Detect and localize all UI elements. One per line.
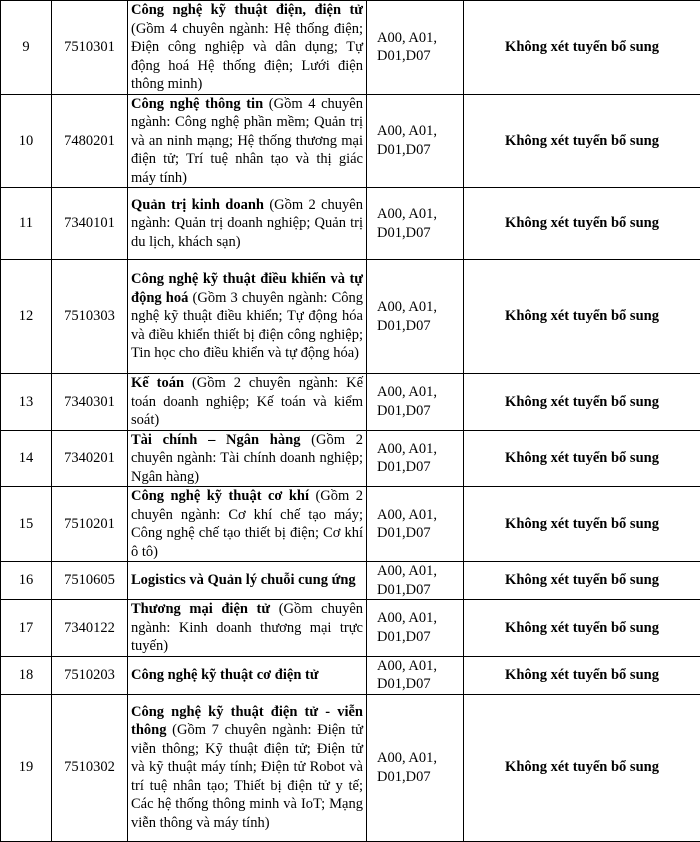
admission-status: Không xét tuyển bổ sung: [464, 562, 700, 600]
major-title: Công nghệ kỹ thuật cơ điện tử: [131, 667, 319, 683]
major-specializations: (Gồm 2 chuyên ngành: Kế toán doanh nghiệp; Kế toán và kiểm soát): [131, 375, 363, 428]
major-code: 7510301: [52, 1, 128, 95]
row-number: 18: [1, 656, 52, 694]
admission-status: Không xét tuyển bổ sung: [464, 694, 700, 841]
row-number: 14: [1, 430, 52, 487]
row-number: 12: [1, 260, 52, 374]
table-row: [1, 487, 700, 562]
subject-combinations: A00, A01, D01,D07: [367, 94, 464, 188]
table-row: [1, 94, 700, 188]
table-body: [1, 1, 700, 842]
major-title: Logistics và Quản lý chuỗi cung ứng: [131, 572, 356, 588]
subject-combinations: A00, A01, D01,D07: [367, 1, 464, 95]
table-row: [1, 260, 700, 374]
table-row: [1, 188, 700, 260]
admission-status: Không xét tuyển bổ sung: [464, 430, 700, 487]
major-title: Thương mại điện tử: [131, 601, 270, 617]
major-name: [128, 94, 367, 188]
table-row: [1, 374, 700, 431]
major-specializations: (Gồm 4 chuyên ngành: Công nghệ phần mềm; Quản trị và an ninh mạng; Hệ thống thương mại điện tử; Trí tuệ nhân tạo và thị giác máy tính): [131, 96, 363, 186]
row-number: 19: [1, 694, 52, 841]
admission-status: Không xét tuyển bổ sung: [464, 487, 700, 562]
table-row: [1, 1, 700, 95]
table-row: [1, 430, 700, 487]
major-specializations: (Gồm 4 chuyên ngành: Hệ thống điện; Điện công nghiệp và dân dụng; Tự động hoá Hệ thống điện; Lưới điện thông minh): [131, 21, 363, 93]
major-specializations: (Gồm 2 chuyên ngành: Quản trị doanh nghiệp; Quản trị du lịch, khách sạn): [131, 197, 363, 250]
subject-combinations: A00, A01, D01,D07: [367, 430, 464, 487]
subject-combinations: A00, A01, D01,D07: [367, 562, 464, 600]
major-name: [128, 374, 367, 431]
major-name: [128, 487, 367, 562]
major-specializations: (Gồm chuyên ngành: Kinh doanh thương mại trực tuyến): [131, 601, 363, 654]
row-number: 16: [1, 562, 52, 600]
major-title: Công nghệ kỹ thuật điều khiển và tự động hoá: [131, 271, 363, 306]
major-code: 7510605: [52, 562, 128, 600]
major-code: 7510203: [52, 656, 128, 694]
row-number: 13: [1, 374, 52, 431]
admission-status: Không xét tuyển bổ sung: [464, 656, 700, 694]
admission-status: Không xét tuyển bổ sung: [464, 260, 700, 374]
admission-status: Không xét tuyển bổ sung: [464, 1, 700, 95]
major-name: [128, 656, 367, 694]
row-number: 9: [1, 1, 52, 95]
major-name: [128, 188, 367, 260]
major-code: 7510201: [52, 487, 128, 562]
major-name: [128, 600, 367, 657]
major-code: 7340101: [52, 188, 128, 260]
admission-status: Không xét tuyển bổ sung: [464, 374, 700, 431]
table-row: [1, 562, 700, 600]
major-title: Quản trị kinh doanh: [131, 197, 264, 213]
subject-combinations: A00, A01, D01,D07: [367, 260, 464, 374]
major-name: [128, 1, 367, 95]
major-specializations: (Gồm 7 chuyên ngành: Điện tử viễn thông; Kỹ thuật điện tử; Điện tử và kỹ thuật máy tính; Điện tử Robot và trí tuệ nhân tạo; Thiết bị điện tử y tế; Các hệ thống thông minh và IoT; Mạng viễn thông và máy tính): [131, 722, 363, 831]
major-code: 7340122: [52, 600, 128, 657]
subject-combinations: A00, A01, D01,D07: [367, 188, 464, 260]
table-row: [1, 600, 700, 657]
admission-status: Không xét tuyển bổ sung: [464, 600, 700, 657]
major-title: Công nghệ kỹ thuật điện, điện tử: [131, 2, 363, 18]
major-name: [128, 260, 367, 374]
major-specializations: (Gồm 2 chuyên ngành: Cơ khí chế tạo máy; Công nghệ chế tạo thiết bị điện; Cơ khí ô tô): [131, 488, 363, 560]
admission-status: Không xét tuyển bổ sung: [464, 188, 700, 260]
major-title: Công nghệ kỹ thuật điện tử - viễn thông: [131, 704, 363, 739]
major-code: 7340301: [52, 374, 128, 431]
major-name: [128, 430, 367, 487]
table-row: [1, 656, 700, 694]
row-number: 15: [1, 487, 52, 562]
row-number: 11: [1, 188, 52, 260]
major-title: Kế toán: [131, 375, 184, 391]
subject-combinations: A00, A01, D01,D07: [367, 487, 464, 562]
major-specializations: (Gồm 2 chuyên ngành: Tài chính doanh nghiệp; Ngân hàng): [131, 432, 363, 485]
major-code: 7510303: [52, 260, 128, 374]
major-code: 7510302: [52, 694, 128, 841]
subject-combinations: A00, A01, D01,D07: [367, 600, 464, 657]
major-title: Tài chính – Ngân hàng: [131, 432, 300, 448]
subject-combinations: A00, A01, D01,D07: [367, 694, 464, 841]
subject-combinations: A00, A01, D01,D07: [367, 374, 464, 431]
major-title: Công nghệ thông tin: [131, 96, 263, 112]
row-number: 10: [1, 94, 52, 188]
major-title: Công nghệ kỹ thuật cơ khí: [131, 488, 309, 504]
subject-combinations: A00, A01, D01,D07: [367, 656, 464, 694]
major-code: 7480201: [52, 94, 128, 188]
major-name: [128, 562, 367, 600]
major-specializations: (Gồm 3 chuyên ngành: Công nghệ kỹ thuật điều khiển; Tự động hóa và điều khiển thiết bị điện công nghiệp; Tin học cho điều khiển và tự động hóa): [131, 290, 363, 362]
row-number: 17: [1, 600, 52, 657]
admission-status: Không xét tuyển bổ sung: [464, 94, 700, 188]
major-code: 7340201: [52, 430, 128, 487]
